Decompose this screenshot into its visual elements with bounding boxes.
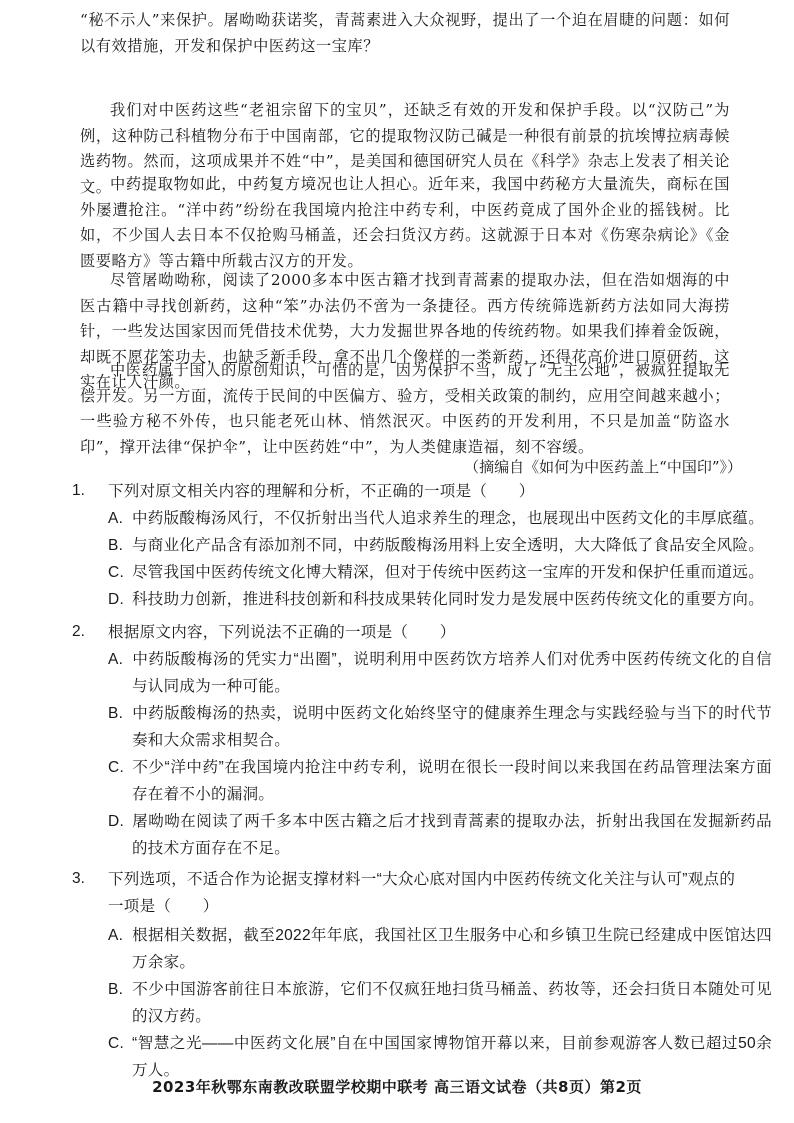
- question-stem: 根据原文内容，下列说法不正确的一项是（ ）: [108, 624, 456, 641]
- option-letter: D.: [108, 813, 125, 830]
- option-letter: A.: [108, 927, 124, 944]
- option: [108, 586, 772, 613]
- passage-paragraph-1: “秘不示人”来保护。屠呦呦获诺奖，青蒿素进入大众视野，提出了一个迫在眉睫的问题：如何以有效措施，开发和保护中医药这一宝库？: [80, 11, 730, 55]
- option-text: 中药版酸梅汤的热卖，说明中医药文化始终坚守的健康养生理念与实践经验与当下的时代节奏和大众需求相契合。: [132, 705, 772, 749]
- option-text: 不少中国游客前往日本旅游，它们不仅疯狂地扫货马桶盖、药妆等，还会扫货日本随处可见的汉方药。: [132, 981, 772, 1025]
- option-text: “智慧之光——中医药文化展”自在中国国家博物馆开幕以来，目前参观游客人数已超过50余万人。: [132, 1035, 772, 1079]
- option: [108, 976, 772, 1030]
- option-text: 屠呦呦在阅读了两千多本中医古籍之后才找到青蒿素的提取办法，折射出我国在发掘新药品的技术方面存在不足。: [132, 813, 772, 857]
- question-stem: 下列对原文相关内容的理解和分析，不正确的一项是（ ）: [108, 483, 535, 500]
- option-letter: A.: [108, 651, 124, 668]
- option-text: 中药版酸梅汤风行，不仅折射出当代人追求养生的理念，也展现出中医药文化的丰厚底蕴。: [132, 510, 765, 527]
- option-letter: D.: [108, 591, 125, 608]
- passage-paragraph-2: 我们对中医药这些“老祖宗留下的宝贝”，还缺乏有效的开发和保护手段。以“汉防己”为例，这种防己科植物分布于中国南部，它的提取物汉防己碱是一种很有前景的抗埃博拉病毒候选药物。然而，这项成果并不姓“中”，是美国和德国研究人员在《科学》杂志上发表了相关论文。: [80, 101, 730, 196]
- option: [108, 700, 772, 754]
- passage-paragraph-4: 尽管屠呦呦称，阅读了2000多本中医古籍才找到青蒿素的提取办法，但在浩如烟海的中医古籍中寻找创新药，这种“笨”办法仍不啻为一条捷径。西方传统筛选新药方法如同大海捞针，一些发达国家因而凭借技术优势，大力发掘世界各地的传统药物。如果我们捧着金饭碗，却既不愿花笨功夫，也缺乏新手段，拿不出几个像样的一类新药，还得花高价进口原研药，这实在让人汗颜。: [80, 271, 730, 391]
- option: [108, 505, 772, 532]
- option-text: 根据相关数据，截至2022年年底，我国社区卫生服务中心和乡镇卫生院已经建成中医馆达四万余家。: [132, 927, 772, 971]
- option-text: 不少“洋中药”在我国境内抢注中药专利，说明在很长一段时间以来我国在药品管理法案方面存在着不小的漏洞。: [132, 759, 772, 803]
- passage-source: （摘编自《如何为中医药盖上“中国印”》）: [464, 458, 742, 476]
- option-text: 与商业化产品含有添加剂不同，中药版酸梅汤用料上安全透明，大大降低了食品安全风险。: [132, 537, 765, 554]
- option: [108, 559, 772, 586]
- option-letter: B.: [108, 705, 124, 722]
- page-footer: 2023年秋鄂东南教改联盟学校期中联考 高三语文试卷（共8页）第2页: [152, 1078, 642, 1096]
- passage-paragraph-3: 中药提取物如此，中药复方境况也让人担心。近年来，我国中药秘方大量流失，商标在国外屡遭抢注。“洋中药”纷纷在我国境内抢注中药专利，中医药竟成了国外企业的摇钱树。比如，不少国人去日本不仅抢购马桶盖，还会扫货汉方药。这就源于日本对《伤寒杂病论》《金匮要略方》等古籍中所载古汉方的开发。: [80, 175, 730, 270]
- option-letter: B.: [108, 537, 124, 554]
- option-letter: A.: [108, 510, 124, 527]
- option: [108, 808, 772, 862]
- question-number: 1.: [72, 482, 85, 499]
- option-text: 中药版酸梅汤的凭实力“出圈”，说明利用中医药饮方培养人们对优秀中医药传统文化的自信与认同成为一种可能。: [132, 651, 772, 695]
- option: [108, 532, 772, 559]
- question-number: 2.: [72, 623, 85, 640]
- option-letter: B.: [108, 981, 124, 998]
- option: [108, 646, 772, 700]
- option-letter: C.: [108, 759, 125, 776]
- option: [108, 754, 772, 808]
- question-number: 3.: [72, 870, 85, 887]
- option-text: 尽管我国中医药传统文化博大精深，但对于传统中医药这一宝库的开发和保护任重而道远。: [132, 564, 765, 581]
- option-letter: C.: [108, 564, 125, 581]
- option-text: 科技助力创新，推进科技创新和科技成果转化同时发力是发展中医药传统文化的重要方向。: [132, 591, 765, 608]
- option-letter: C.: [108, 1035, 125, 1052]
- question-stem: 下列选项，不适合作为论据支撑材料一“大众心底对国内中医药传统文化关注与认可”观点的一项是（ ）: [108, 871, 736, 915]
- passage-paragraph-5: 中医药属于国人的原创知识，可惜的是，因为保护不当，成了“无主公地”，被疯狂提取无偿开发。另一方面，流传于民间的中医偏方、验方，受相关政策的制约，应用空间越来越小；一些验方秘不外传，也只能老死山林、悄然泯灭。中医药的开发利用，不只是加盖“防盗水印”，撑开法律“保护伞”，让中医药姓“中”，为人类健康造福，刻不容缓。: [80, 361, 730, 456]
- option: [108, 922, 772, 976]
